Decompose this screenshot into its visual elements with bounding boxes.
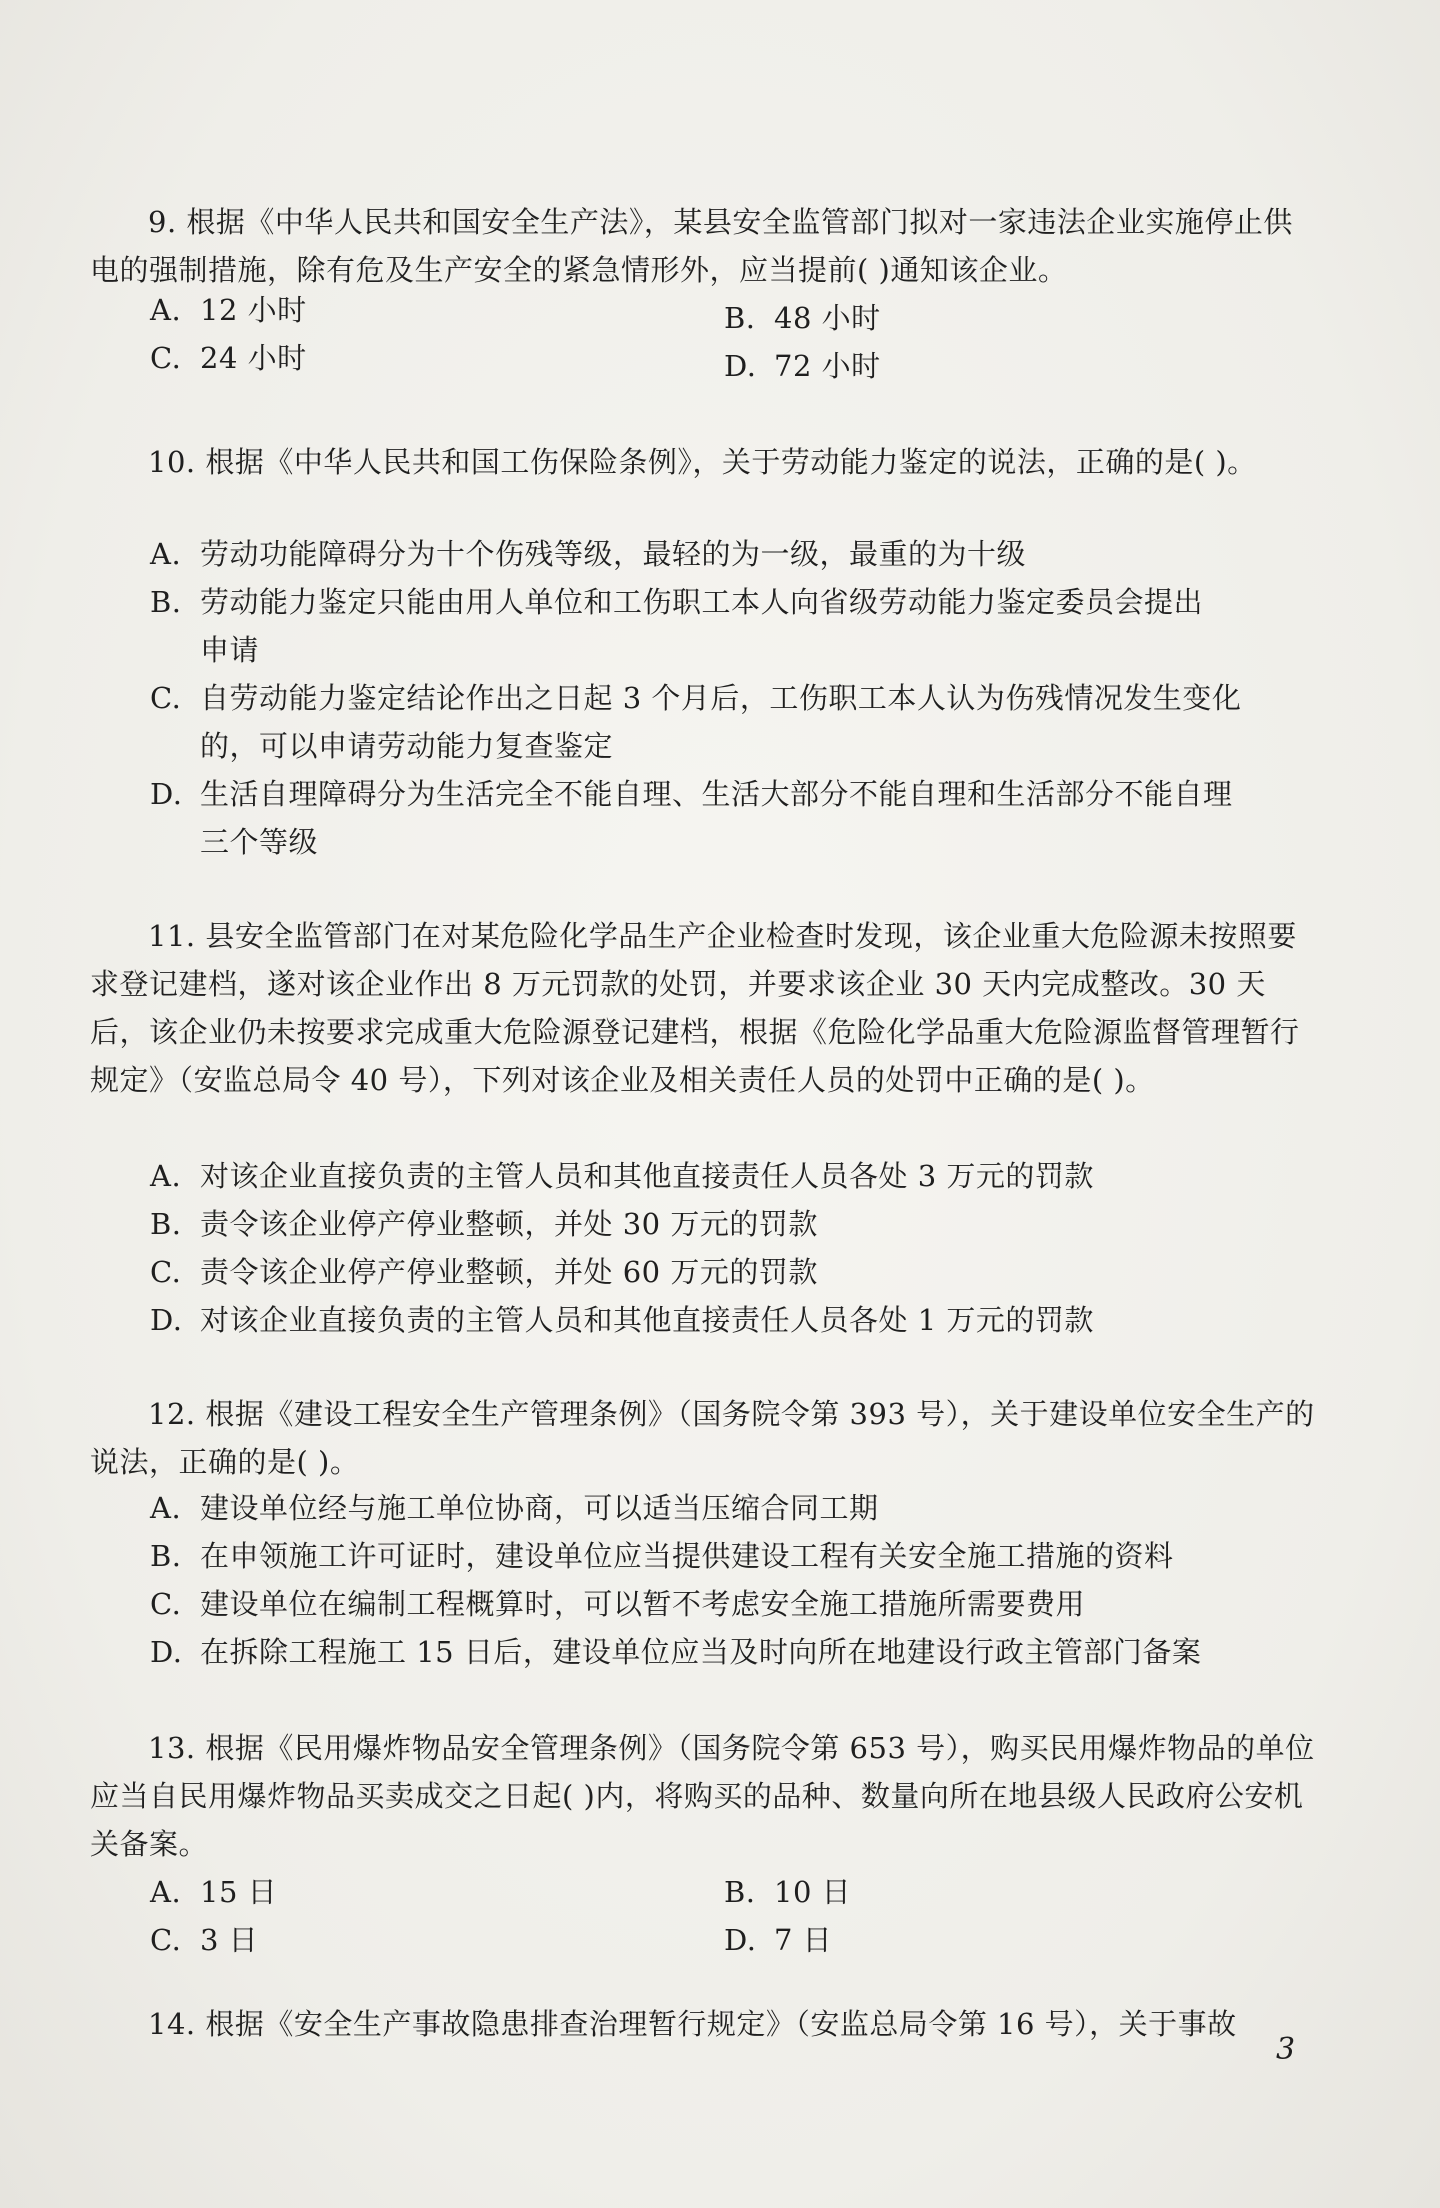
question-10-option-b: B. 劳动能力鉴定只能由用人单位和工伤职工本人向省级劳动能力鉴定委员会提出 申请: [150, 585, 1204, 667]
question-9-stem: 9. 根据《中华人民共和国安全生产法》，某县安全监管部门拟对一家违法企业实施停止供电的强制措施，除有危及生产安全的紧急情形外，应当提前( )通知该企业。: [90, 205, 1293, 287]
question-10-stem: 10. 根据《中华人民共和国工伤保险条例》，关于劳动能力鉴定的说法，正确的是( )。: [148, 445, 1257, 479]
question-13-stem: 13. 根据《民用爆炸物品安全管理条例》（国务院令第 653 号），购买民用爆炸物品的单位应当自民用爆炸物品买卖成交之日起( )内，将购买的品种、数量向所在地县级人民政府公安机关备案。: [90, 1731, 1315, 1861]
question-9-option-a: A. 12 小时: [150, 293, 307, 327]
question-13-option-c: C. 3 日: [150, 1923, 259, 1957]
question-12-option-b: B. 在申领施工许可证时，建设单位应当提供建设工程有关安全施工措施的资料: [150, 1539, 1174, 1573]
question-13-option-a: A. 15 日: [150, 1875, 278, 1909]
question-10-option-a: A. 劳动功能障碍分为十个伤残等级，最轻的为一级，最重的为十级: [150, 537, 1027, 571]
question-9-option-d: D. 72 小时: [724, 349, 881, 383]
page-number: 3: [1276, 2032, 1296, 2067]
question-10-option-d: D. 生活自理障碍分为生活完全不能自理、生活大部分不能自理和生活部分不能自理 三个等级: [150, 777, 1233, 859]
question-11-option-b: B. 责令该企业停产停业整顿，并处 30 万元的罚款: [150, 1207, 818, 1241]
question-9-option-b: B. 48 小时: [724, 301, 881, 335]
question-12-option-d: D. 在拆除工程施工 15 日后，建设单位应当及时向所在地建设行政主管部门备案: [150, 1635, 1202, 1669]
question-11-option-d: D. 对该企业直接负责的主管人员和其他直接责任人员各处 1 万元的罚款: [150, 1303, 1094, 1337]
question-13-option-b: B. 10 日: [724, 1875, 852, 1909]
question-9-option-c: C. 24 小时: [150, 341, 307, 375]
question-11-stem: 11. 县安全监管部门在对某危险化学品生产企业检查时发现，该企业重大危险源未按照要求登记建档，遂对该企业作出 8 万元罚款的处罚，并要求该企业 30 天内完成整改。30 天后，该企业仍未按要求完成重大危险源登记建档，根据《危险化学品重大危险源监督管理暂行规定》（安监总局令 40 号），下列对该企业及相关责任人员的处罚中正确的是( )。: [90, 919, 1300, 1097]
question-12-option-a: A. 建设单位经与施工单位协商，可以适当压缩合同工期: [150, 1491, 879, 1525]
question-13-option-d: D. 7 日: [724, 1923, 833, 1957]
question-11-option-a: A. 对该企业直接负责的主管人员和其他直接责任人员各处 3 万元的罚款: [150, 1159, 1094, 1193]
question-10-option-c: C. 自劳动能力鉴定结论作出之日起 3 个月后，工伤职工本人认为伤残情况发生变化 的，可以申请劳动能力复查鉴定: [150, 681, 1242, 763]
question-12-stem: 12. 根据《建设工程安全生产管理条例》（国务院令第 393 号），关于建设单位安全生产的说法，正确的是( )。: [90, 1397, 1315, 1479]
question-12-option-c: C. 建设单位在编制工程概算时，可以暂不考虑安全施工措施所需要费用: [150, 1587, 1086, 1621]
question-14-stem: 14. 根据《安全生产事故隐患排查治理暂行规定》（安监总局令第 16 号），关于事故: [148, 2007, 1237, 2041]
question-11-option-c: C. 责令该企业停产停业整顿，并处 60 万元的罚款: [150, 1255, 818, 1289]
